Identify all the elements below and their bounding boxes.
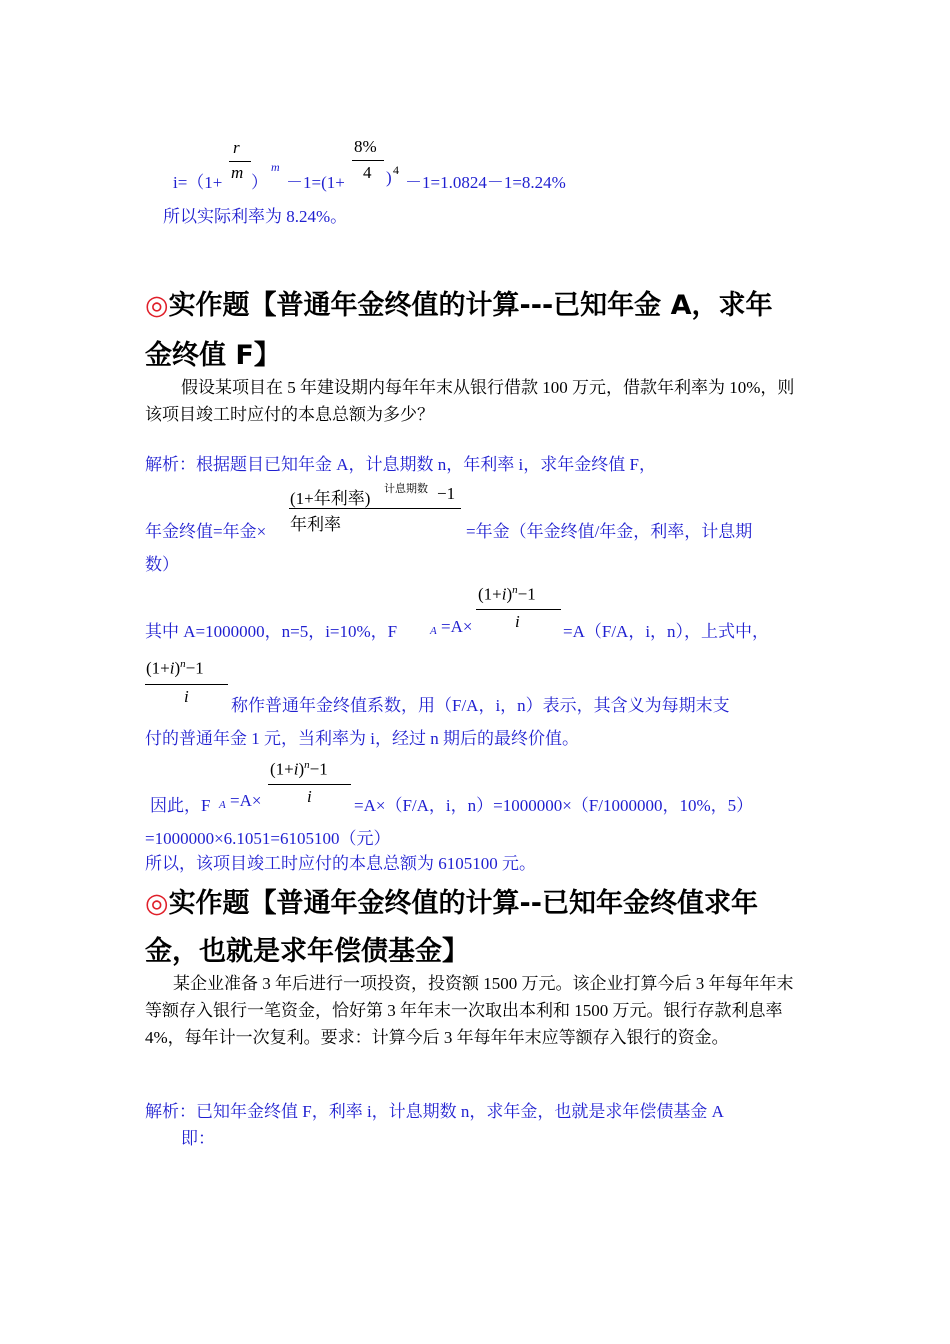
frac-i: i (293, 759, 299, 779)
frac-base: (1+ (478, 584, 502, 604)
formula1-minus-one: −1 (437, 484, 456, 503)
frac-close: ) (298, 759, 305, 779)
section1-analysis: 解析：根据题目已知年金 A，计息期数 n，年利率 i，求年金终值 F， (145, 455, 656, 474)
bullseye-icon: ◎ (145, 888, 169, 919)
fraction-numerator-r: r (233, 138, 240, 157)
therefore-frac-denominator: i (307, 787, 312, 806)
section1-heading-line1 (145, 283, 772, 322)
frac-exp: n (304, 759, 310, 771)
formula-exponent-4: 4 (393, 163, 399, 177)
frac-minus: −1 (309, 759, 328, 779)
frac-base: (1+ (270, 759, 294, 779)
section2-analysis-line2: 即： (181, 1129, 215, 1148)
frac-close: ) (506, 584, 513, 604)
frac-minus: −1 (185, 658, 204, 678)
where-eq: =A× (441, 617, 473, 636)
heading-text: 实作题【普通年金终值的计算---已知年金 A，求年 (168, 290, 773, 321)
fraction-bar (352, 160, 384, 161)
formula-exponent-m: m (271, 160, 280, 174)
formula-close-paren-2: ) (386, 168, 392, 187)
fraction-numerator-8pct: 8% (354, 137, 377, 156)
formula1-numerator: (1+年利率) (290, 489, 371, 508)
subscript-a: A (430, 625, 437, 637)
fraction-bar (476, 609, 561, 610)
therefore-eq: =A× (230, 791, 262, 810)
frac-exp: n (180, 658, 186, 670)
frac-i: i (169, 658, 175, 678)
frac-denominator: i (515, 612, 520, 631)
actual-rate-line: 所以实际利率为 8.24%。 (163, 207, 348, 226)
section2-analysis-line1: 解析：已知年金终值 F，利率 i，计息期数 n，求年金，也就是求年偿债基金 A (145, 1102, 724, 1121)
frac-minus: −1 (517, 584, 536, 604)
frac-base: (1+ (146, 658, 170, 678)
therefore-lhs: 因此，F (150, 796, 211, 815)
frac-exp: n (512, 584, 518, 596)
heading-text: 实作题【普通年金终值的计算--已知年金终值求年 (168, 888, 758, 919)
where-rhs: =A（F/A，i，n），上式中， (563, 622, 770, 641)
section1-conclusion: 所以，该项目竣工时应付的本息总额为 6105100 元。 (145, 854, 536, 873)
formula-close-paren: ） (251, 173, 268, 192)
section1-heading-line2: 金终值 F】 (145, 340, 281, 371)
formula-mid: －1=(1+ (286, 173, 345, 192)
formula1-continuation: 数） (145, 555, 179, 574)
fraction-bar (145, 684, 228, 685)
section2-heading-line1 (145, 881, 758, 920)
therefore-frac-numerator (270, 759, 328, 780)
formula-rhs: －1=1.0824－1=8.24% (405, 173, 566, 192)
formula-lhs: i=（1+ (173, 173, 223, 192)
fraction-denominator-m: m (231, 163, 244, 182)
fraction-bar (268, 784, 351, 785)
frac-numerator (478, 584, 536, 605)
therefore-rhs: =A×（F/A，i，n）=1000000×（F/1000000，10%，5） (354, 796, 754, 815)
bullseye-icon: ◎ (145, 290, 169, 321)
fraction-bar (229, 161, 251, 162)
section2-question: 某企业准备 3 年后进行一项投资，投资额 1500 万元。该企业打算今后 3 年每年年末等额存入银行一笔资金，恰好第 3 年年末一次取出本利和 1500 万元。银行存款利息率 4%，每年计一次复利。要求：计算今后 3 年每年年末应等额存入银行的资金。 (145, 974, 794, 1047)
therefore-continuation: =1000000×6.1051=6105100（元） (145, 829, 391, 848)
formula1-rhs: =年金（年金终值/年金，利率，计息期 (466, 522, 753, 541)
fraction-denominator-4: 4 (363, 163, 372, 182)
subscript-a: A (219, 799, 226, 811)
formula1-denominator: 年利率 (290, 515, 341, 534)
fraction-bar (289, 508, 461, 509)
formula1-lhs: 年金终值=年金× (145, 522, 267, 541)
formula1-exponent: 计息期数 (384, 483, 428, 495)
coef-frac-numerator (146, 658, 204, 679)
frac-close: ) (174, 658, 181, 678)
coef-text: 称作普通年金终值系数，用（F/A，i，n）表示，其含义为每期末支 (231, 696, 730, 715)
section2-heading-line2: 金，也就是求年偿债基金】 (145, 936, 469, 967)
coef-continuation: 付的普通年金 1 元，当利率为 i，经过 n 期后的最终价值。 (145, 729, 579, 748)
coef-frac-denominator: i (184, 687, 189, 706)
where-lhs: 其中 A=1000000，n=5，i=10%，F (145, 622, 398, 641)
frac-i: i (501, 584, 507, 604)
section1-question: 假设某项目在 5 年建设期内每年年末从银行借款 100 万元，借款年利率为 10%，则该项目竣工时应付的本息总额为多少？ (145, 378, 795, 424)
